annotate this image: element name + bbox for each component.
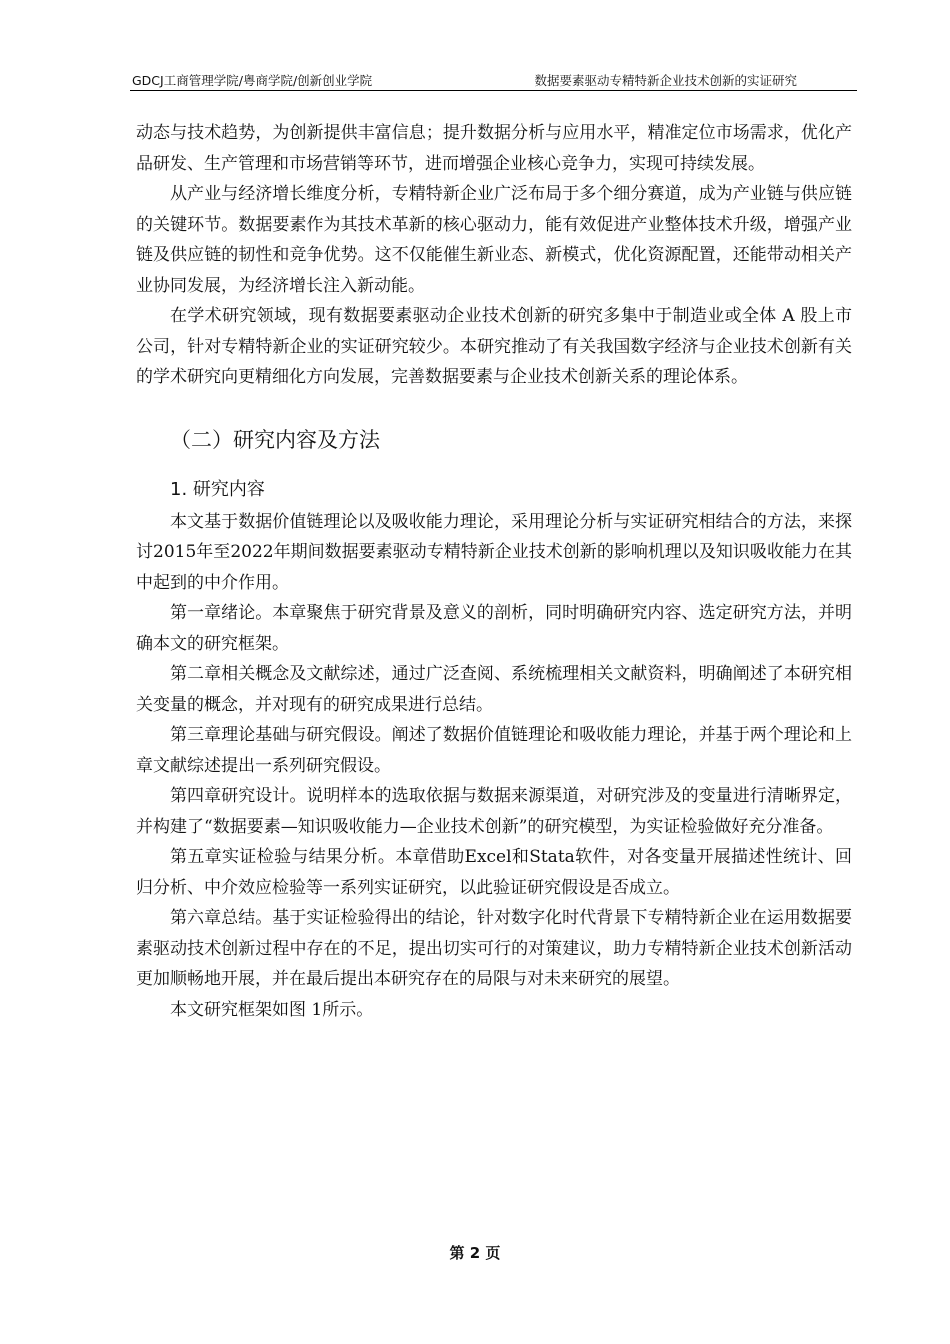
paragraph: 在学术研究领域，现有数据要素驱动企业技术创新的研究多集中于制造业或全体 A 股上市公司，针对专精特新企业的实证研究较少。本研究推动了有关我国数字经济与企业技术创新有关的学术研究向更精细化方向发展，完善数据要素与企业技术创新关系的理论体系。 xyxy=(136,306,852,387)
paragraph: 第三章理论基础与研究假设。阐述了数据价值链理论和吸收能力理论，并基于两个理论和上章文献综述提出一系列研究假设。 xyxy=(136,725,852,776)
page-number: 第 2 页 xyxy=(449,1244,501,1262)
paragraph: 第一章绪论。本章聚焦于研究背景及意义的剖析，同时明确研究内容、选定研究方法，并明确本文的研究框架。 xyxy=(136,603,852,654)
paragraph: 从产业与经济增长维度分析，专精特新企业广泛布局于多个细分赛道，成为产业链与供应链的关键环节。数据要素作为其技术革新的核心驱动力，能有效促进产业整体技术升级，增强产业链及供应链的韧性和竞争优势。这不仅能催生新业态、新模式，优化资源配置，还能带动相关产业协同发展，为经济增长注入新动能。 xyxy=(136,184,852,296)
paragraph: 第五章实证检验与结果分析。本章借助Excel和Stata软件，对各变量开展描述性统计、回归分析、中介效应检验等一系列实证研究，以此验证研究假设是否成立。 xyxy=(136,847,852,898)
paragraph: 本文研究框架如图 1所示。 xyxy=(170,999,374,1020)
subsection-heading: 1. 研究内容 xyxy=(170,478,265,500)
paragraph: 第六章总结。基于实证检验得出的结论，针对数字化时代背景下专精特新企业在运用数据要素驱动技术创新过程中存在的不足，提出切实可行的对策建议，助力专精特新企业技术创新活动更加顺畅地开展，并在最后提出本研究存在的局限与对未来研究的展望。 xyxy=(136,908,852,989)
header-paper-title: 数据要素驱动专精特新企业技术创新的实证研究 xyxy=(534,73,797,88)
paragraph: 第二章相关概念及文献综述，通过广泛查阅、系统梳理相关文献资料，明确阐述了本研究相关变量的概念，并对现有的研究成果进行总结。 xyxy=(136,664,852,715)
header-institution: GDCJ工商管理学院/粤商学院/创新创业学院 xyxy=(132,73,373,88)
paragraph: 动态与技术趋势，为创新提供丰富信息；提升数据分析与应用水平，精准定位市场需求，优化产品研发、生产管理和市场营销等环节，进而增强企业核心竞争力，实现可持续发展。 xyxy=(136,123,852,174)
section-heading: （二）研究内容及方法 xyxy=(170,427,380,452)
paragraph: 第四章研究设计。说明样本的选取依据与数据来源渠道，对研究涉及的变量进行清晰界定，并构建了“数据要素—知识吸收能力—企业技术创新”的研究模型，为实证检验做好充分准备。 xyxy=(136,786,852,837)
page-header xyxy=(130,68,857,91)
page-body xyxy=(136,118,852,1025)
paragraph: 本文基于数据价值链理论以及吸收能力理论，采用理论分析与实证研究相结合的方法，来探讨2015年至2022年期间数据要素驱动专精特新企业技术创新的影响机理以及知识吸收能力在其中起到的中介作用。 xyxy=(136,511,852,593)
